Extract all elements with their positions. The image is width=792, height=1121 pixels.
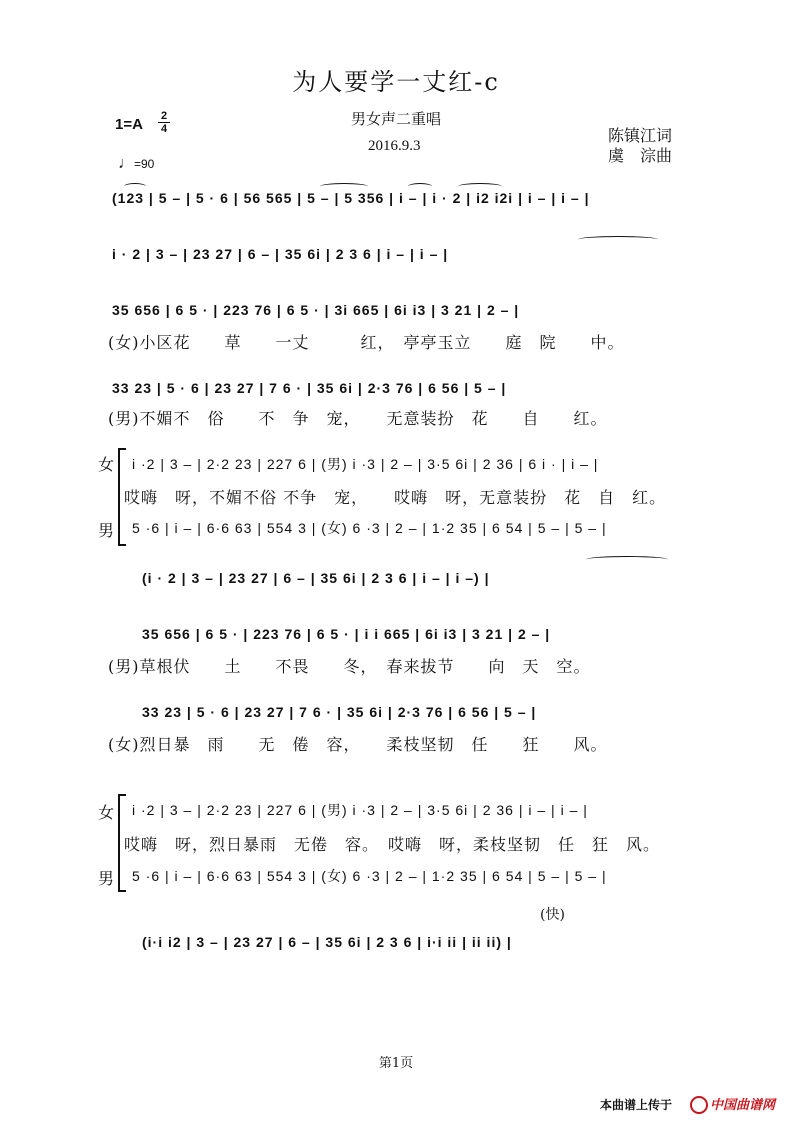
subtitle: 男女声二重唱 — [350, 110, 441, 128]
score-line-1: (123 | 5 – | 5 · 6 | 56 565 | 5 – | 5 356 | i – | i · 2 | i2 i2i | i – | i – | — [112, 190, 590, 206]
male-score-line-1: 5 ·6 | i – | 6·6 63 | 554 3 | (女) 6 ·3 | 2 – | 1·2 35 | 6 54 | 5 – | 5 – | — [132, 520, 607, 536]
tie-arc — [578, 236, 658, 243]
score-line-5: 35 656 | 6 5 · | 223 76 | 6 5 · | i i 665 | 6i i3 | 3 21 | 2 – | — [142, 626, 551, 642]
lyric-line-1: (女)小区花 草 一丈 红， 亭亭玉立 庭 院 中。 — [108, 333, 625, 352]
credits — [608, 126, 672, 166]
logo-text: 中国曲谱网 — [710, 1097, 776, 1112]
logo-icon — [690, 1096, 708, 1114]
page-number: 第1页 — [378, 1056, 414, 1071]
score-line-6: 33 23 | 5 · 6 | 23 27 | 7 6 · | 35 6i | 2·3 76 | 6 56 | 5 – | — [142, 704, 537, 720]
song-title: 为人要学一丈红-c — [292, 68, 500, 96]
lyric-line-5: (女)烈日暴 雨 无 倦 容， 柔枝坚韧 任 狂 风。 — [108, 735, 608, 754]
footer-text: 本曲谱上传于 — [600, 1098, 673, 1112]
female-part-label: 女 — [98, 455, 115, 474]
lyric-line-4: (男)草根伏 土 不畏 冬， 春来拔节 向 天 空。 — [108, 657, 591, 676]
slur-arc — [320, 183, 368, 190]
coda-line: (i·i i2 | 3 – | 23 27 | 6 – | 35 6i | 2 3 6 | i·i ii | ii ii) | — [142, 934, 512, 950]
lyric-line-2: (男)不媚不 俗 不 争 宠， 无意装扮 花 自 红。 — [108, 409, 608, 428]
male-score-line-2: 5 ·6 | i – | 6·6 63 | 554 3 | (女) 6 ·3 | 2 – | 1·2 35 | 6 54 | 5 – | 5 – | — [132, 868, 607, 884]
triplet-arc — [124, 183, 146, 190]
lyricist: 陈镇江词 — [608, 126, 673, 145]
male-part-label: 男 — [98, 521, 115, 540]
score-line-4: 33 23 | 5 · 6 | 23 27 | 7 6 · | 35 6i | 2·3 76 | 6 56 | 5 – | — [112, 380, 507, 396]
interlude-line-1: (i · 2 | 3 – | 23 27 | 6 – | 35 6i | 2 3 6 | i – | i –) | — [142, 570, 490, 586]
triplet-arc — [408, 183, 432, 190]
lyric-line-3: 哎嗨 呀，不媚不俗 不争 宠， 哎嗨 呀，无意装扮 花 自 红。 — [124, 488, 667, 507]
female-score-line-2: i ·2 | 3 – | 2·2 23 | 227 6 | (男) i ·3 | 2 – | 3·5 6i | 2 36 | i – | i – | — [132, 802, 588, 818]
date: 2016.9.3 — [368, 138, 421, 154]
time-signature — [158, 110, 170, 135]
time-sig-bottom: 4 — [160, 123, 168, 135]
female-score-line-1: i ·2 | 3 – | 2·2 23 | 227 6 | (男) i ·3 | 2 – | 3·5 6i | 2 36 | 6 i · | i – | — [132, 456, 599, 472]
score-line-2: i · 2 | 3 – | 23 27 | 6 – | 35 6i | 2 3 6 | i – | i – | — [112, 246, 449, 262]
score-line-3: 35 656 | 6 5 · | 223 76 | 6 5 · | 3i 665 | 6i i3 | 3 21 | 2 – | — [112, 302, 520, 318]
time-sig-top: 2 — [160, 110, 168, 122]
tie-arc — [458, 183, 502, 190]
male-part-label-2: 男 — [98, 869, 115, 888]
tempo-value: =90 — [134, 157, 155, 171]
tempo-marking — [118, 155, 154, 173]
female-part-label-2: 女 — [98, 803, 115, 822]
lyric-line-6: 哎嗨 呀，烈日暴雨 无倦 容。 哎嗨 呀，柔枝坚韧 任 狂 风。 — [124, 835, 661, 854]
key-signature: 1=A — [115, 116, 143, 133]
quarter-note-icon: ♩ — [118, 155, 134, 172]
tie-arc — [586, 556, 668, 563]
tempo-fast-marking: (快) — [540, 907, 565, 923]
composer: 虞 淙曲 — [608, 146, 673, 165]
site-logo[interactable] — [690, 1094, 775, 1114]
